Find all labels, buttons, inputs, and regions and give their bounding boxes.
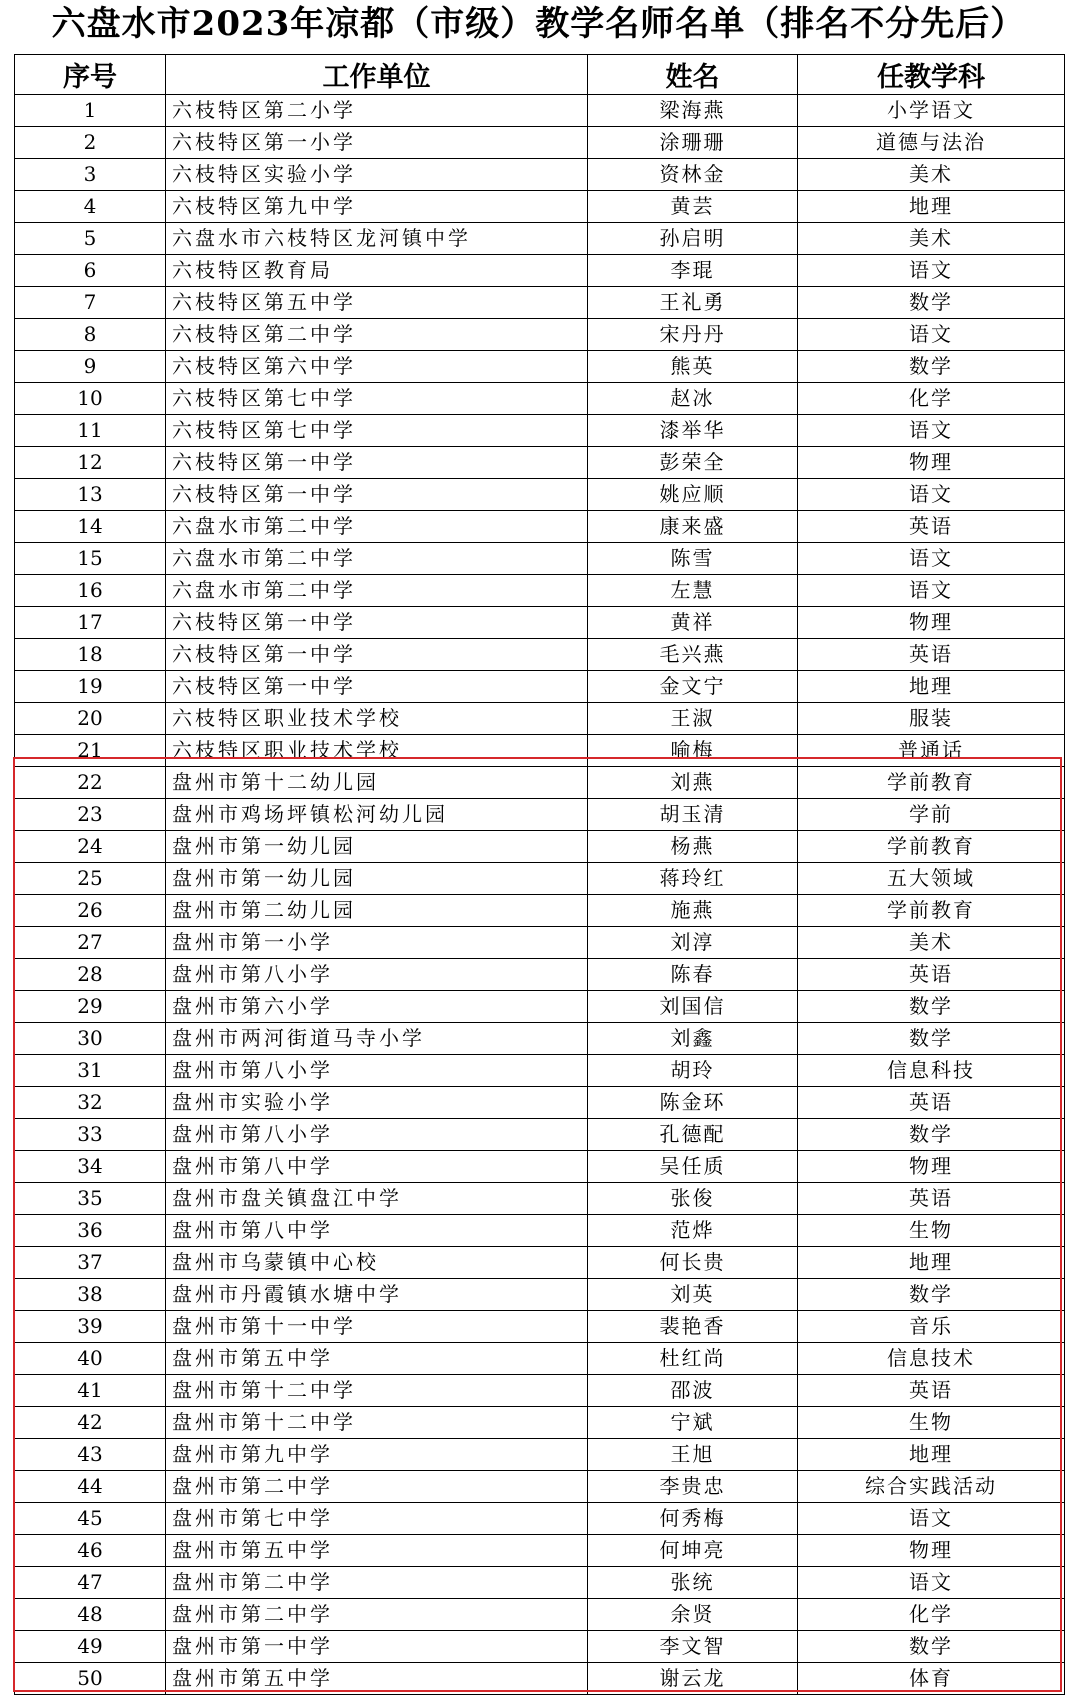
name-cell: 胡玉清 [588,799,798,831]
serial-cell: 45 [15,1503,166,1535]
subject-cell: 数学 [798,1279,1065,1311]
work-unit-cell: 六盘水市第二中学 [166,575,588,607]
work-unit-cell: 六枝特区第一中学 [166,479,588,511]
subject-cell: 普通话 [798,735,1065,767]
work-unit-cell: 六枝特区第六中学 [166,351,588,383]
serial-cell: 11 [15,415,166,447]
work-unit-cell: 盘州市第五中学 [166,1343,588,1375]
name-cell: 何长贵 [588,1247,798,1279]
serial-cell: 13 [15,479,166,511]
work-unit-cell: 六枝特区第一中学 [166,607,588,639]
name-cell: 喻梅 [588,735,798,767]
work-unit-cell: 盘州市盘关镇盘江中学 [166,1183,588,1215]
table-row [15,511,1065,543]
serial-cell: 34 [15,1151,166,1183]
name-cell: 刘淳 [588,927,798,959]
subject-cell: 五大领域 [798,863,1065,895]
serial-cell: 22 [15,767,166,799]
work-unit-cell: 盘州市第五中学 [166,1535,588,1567]
subject-cell: 数学 [798,287,1065,319]
name-cell: 资林金 [588,159,798,191]
serial-cell: 17 [15,607,166,639]
name-cell: 刘英 [588,1279,798,1311]
subject-cell: 化学 [798,383,1065,415]
table-row [15,447,1065,479]
table-row [15,895,1065,927]
name-cell: 熊英 [588,351,798,383]
table-row [15,287,1065,319]
work-unit-cell: 六枝特区第一中学 [166,639,588,671]
subject-cell: 地理 [798,671,1065,703]
serial-cell: 24 [15,831,166,863]
table-row [15,1151,1065,1183]
serial-cell: 46 [15,1535,166,1567]
subject-cell: 数学 [798,1631,1065,1663]
serial-cell: 27 [15,927,166,959]
work-unit-cell: 盘州市第十一中学 [166,1311,588,1343]
subject-cell: 化学 [798,1599,1065,1631]
table-row [15,1183,1065,1215]
subject-cell: 地理 [798,1439,1065,1471]
work-unit-cell: 盘州市鸡场坪镇松河幼儿园 [166,799,588,831]
work-unit-cell: 盘州市丹霞镇水塘中学 [166,1279,588,1311]
serial-cell: 31 [15,1055,166,1087]
work-unit-cell: 盘州市第一幼儿园 [166,831,588,863]
subject-cell: 音乐 [798,1311,1065,1343]
work-unit-cell: 盘州市第二中学 [166,1599,588,1631]
serial-cell: 48 [15,1599,166,1631]
name-cell: 孔德配 [588,1119,798,1151]
subject-cell: 美术 [798,223,1065,255]
table-row [15,1279,1065,1311]
serial-cell: 18 [15,639,166,671]
serial-cell: 2 [15,127,166,159]
work-unit-cell: 盘州市第一幼儿园 [166,863,588,895]
table-row [15,671,1065,703]
serial-cell: 20 [15,703,166,735]
subject-cell: 英语 [798,639,1065,671]
serial-cell: 25 [15,863,166,895]
header-name: 姓名 [588,55,798,95]
name-cell: 张统 [588,1567,798,1599]
subject-cell: 学前教育 [798,831,1065,863]
subject-cell: 地理 [798,191,1065,223]
subject-cell: 美术 [798,159,1065,191]
serial-cell: 30 [15,1023,166,1055]
name-cell: 蒋玲红 [588,863,798,895]
table-row [15,127,1065,159]
subject-cell: 语文 [798,575,1065,607]
serial-cell: 39 [15,1311,166,1343]
serial-cell: 28 [15,959,166,991]
table-row [15,607,1065,639]
subject-cell: 学前教育 [798,767,1065,799]
subject-cell: 生物 [798,1215,1065,1247]
table-row [15,479,1065,511]
name-cell: 王淑 [588,703,798,735]
table-row [15,1311,1065,1343]
subject-cell: 语文 [798,415,1065,447]
work-unit-cell: 六枝特区第一中学 [166,447,588,479]
header-row [15,55,1065,95]
work-unit-cell: 六盘水市第二中学 [166,543,588,575]
subject-cell: 地理 [798,1247,1065,1279]
subject-cell: 数学 [798,991,1065,1023]
subject-cell: 物理 [798,1151,1065,1183]
serial-cell: 29 [15,991,166,1023]
name-cell: 宁斌 [588,1407,798,1439]
name-cell: 赵冰 [588,383,798,415]
serial-cell: 6 [15,255,166,287]
name-cell: 谢云龙 [588,1663,798,1695]
subject-cell: 体育 [798,1663,1065,1695]
name-cell: 范烨 [588,1215,798,1247]
name-cell: 王礼勇 [588,287,798,319]
work-unit-cell: 盘州市第八小学 [166,959,588,991]
subject-cell: 英语 [798,511,1065,543]
table-row [15,1439,1065,1471]
serial-cell: 38 [15,1279,166,1311]
table-row [15,735,1065,767]
subject-cell: 英语 [798,1183,1065,1215]
serial-cell: 19 [15,671,166,703]
table-row [15,1119,1065,1151]
work-unit-cell: 六盘水市六枝特区龙河镇中学 [166,223,588,255]
name-cell: 梁海燕 [588,95,798,127]
subject-cell: 生物 [798,1407,1065,1439]
serial-cell: 32 [15,1087,166,1119]
subject-cell: 语文 [798,319,1065,351]
table-row [15,639,1065,671]
table-row [15,991,1065,1023]
header-subject: 任教学科 [798,55,1065,95]
page-title: 六盘水市2023年凉都（市级）教学名师名单（排名不分先后） [51,4,1026,44]
serial-cell: 16 [15,575,166,607]
table-row [15,767,1065,799]
name-cell: 施燕 [588,895,798,927]
serial-cell: 9 [15,351,166,383]
table-row [15,927,1065,959]
table-row [15,703,1065,735]
name-cell: 孙启明 [588,223,798,255]
serial-cell: 37 [15,1247,166,1279]
work-unit-cell: 六盘水市第二中学 [166,511,588,543]
serial-cell: 3 [15,159,166,191]
work-unit-cell: 六枝特区第二小学 [166,95,588,127]
table-row [15,1471,1065,1503]
table-row [15,319,1065,351]
subject-cell: 语文 [798,543,1065,575]
work-unit-cell: 六枝特区第七中学 [166,415,588,447]
name-cell: 吴任质 [588,1151,798,1183]
serial-cell: 50 [15,1663,166,1695]
table-row [15,1663,1065,1695]
table-row [15,1407,1065,1439]
table-row [15,383,1065,415]
work-unit-cell: 盘州市第二中学 [166,1471,588,1503]
serial-cell: 7 [15,287,166,319]
serial-cell: 41 [15,1375,166,1407]
subject-cell: 英语 [798,959,1065,991]
teacher-table [14,54,1065,1695]
work-unit-cell: 盘州市第八中学 [166,1215,588,1247]
table-row [15,1215,1065,1247]
work-unit-cell: 盘州市第八小学 [166,1119,588,1151]
name-cell: 陈春 [588,959,798,991]
serial-cell: 26 [15,895,166,927]
table-row [15,543,1065,575]
name-cell: 彭荣全 [588,447,798,479]
serial-cell: 42 [15,1407,166,1439]
name-cell: 金文宁 [588,671,798,703]
subject-cell: 数学 [798,351,1065,383]
subject-cell: 英语 [798,1375,1065,1407]
table-row [15,1599,1065,1631]
serial-cell: 12 [15,447,166,479]
work-unit-cell: 六枝特区职业技术学校 [166,703,588,735]
name-cell: 胡玲 [588,1055,798,1087]
work-unit-cell: 盘州市第八小学 [166,1055,588,1087]
name-cell: 姚应顺 [588,479,798,511]
name-cell: 李贵忠 [588,1471,798,1503]
header-serial: 序号 [15,55,166,95]
serial-cell: 10 [15,383,166,415]
serial-cell: 49 [15,1631,166,1663]
subject-cell: 语文 [798,479,1065,511]
name-cell: 左慧 [588,575,798,607]
work-unit-cell: 六枝特区第七中学 [166,383,588,415]
subject-cell: 综合实践活动 [798,1471,1065,1503]
name-cell: 涂珊珊 [588,127,798,159]
table-row [15,1023,1065,1055]
work-unit-cell: 盘州市第八中学 [166,1151,588,1183]
name-cell: 刘燕 [588,767,798,799]
serial-cell: 43 [15,1439,166,1471]
name-cell: 邵波 [588,1375,798,1407]
serial-cell: 44 [15,1471,166,1503]
subject-cell: 数学 [798,1119,1065,1151]
subject-cell: 物理 [798,607,1065,639]
name-cell: 杨燕 [588,831,798,863]
work-unit-cell: 盘州市乌蒙镇中心校 [166,1247,588,1279]
name-cell: 杜红尚 [588,1343,798,1375]
table-row [15,223,1065,255]
serial-cell: 23 [15,799,166,831]
subject-cell: 小学语文 [798,95,1065,127]
work-unit-cell: 六枝特区第一小学 [166,127,588,159]
name-cell: 何坤亮 [588,1535,798,1567]
name-cell: 张俊 [588,1183,798,1215]
work-unit-cell: 盘州市第二中学 [166,1567,588,1599]
table-row [15,1567,1065,1599]
work-unit-cell: 六枝特区第五中学 [166,287,588,319]
table-row [15,1055,1065,1087]
table-row [15,159,1065,191]
name-cell: 李文智 [588,1631,798,1663]
name-cell: 陈雪 [588,543,798,575]
subject-cell: 美术 [798,927,1065,959]
work-unit-cell: 六枝特区职业技术学校 [166,735,588,767]
subject-cell: 学前 [798,799,1065,831]
table-row [15,1343,1065,1375]
table-row [15,1503,1065,1535]
work-unit-cell: 盘州市第六小学 [166,991,588,1023]
work-unit-cell: 六枝特区第一中学 [166,671,588,703]
name-cell: 刘鑫 [588,1023,798,1055]
table-row [15,1535,1065,1567]
work-unit-cell: 盘州市第二幼儿园 [166,895,588,927]
work-unit-cell: 盘州市两河街道马寺小学 [166,1023,588,1055]
subject-cell: 学前教育 [798,895,1065,927]
table-body [15,95,1065,1695]
serial-cell: 5 [15,223,166,255]
work-unit-cell: 六枝特区实验小学 [166,159,588,191]
table-row [15,1247,1065,1279]
work-unit-cell: 六枝特区第九中学 [166,191,588,223]
serial-cell: 40 [15,1343,166,1375]
subject-cell: 语文 [798,255,1065,287]
name-cell: 康来盛 [588,511,798,543]
work-unit-cell: 盘州市第五中学 [166,1663,588,1695]
serial-cell: 14 [15,511,166,543]
work-unit-cell: 盘州市第十二幼儿园 [166,767,588,799]
table-row [15,351,1065,383]
table-row [15,1631,1065,1663]
work-unit-cell: 盘州市第十二中学 [166,1407,588,1439]
serial-cell: 1 [15,95,166,127]
name-cell: 何秀梅 [588,1503,798,1535]
serial-cell: 4 [15,191,166,223]
serial-cell: 8 [15,319,166,351]
name-cell: 黄祥 [588,607,798,639]
subject-cell: 信息科技 [798,1055,1065,1087]
work-unit-cell: 盘州市第十二中学 [166,1375,588,1407]
subject-cell: 语文 [798,1503,1065,1535]
name-cell: 漆举华 [588,415,798,447]
serial-cell: 33 [15,1119,166,1151]
serial-cell: 47 [15,1567,166,1599]
header-work-unit: 工作单位 [166,55,588,95]
table-row [15,1087,1065,1119]
serial-cell: 21 [15,735,166,767]
name-cell: 裴艳香 [588,1311,798,1343]
subject-cell: 物理 [798,1535,1065,1567]
name-cell: 李琨 [588,255,798,287]
table-row [15,575,1065,607]
name-cell: 余贤 [588,1599,798,1631]
name-cell: 毛兴燕 [588,639,798,671]
table-row [15,95,1065,127]
serial-cell: 35 [15,1183,166,1215]
table-row [15,799,1065,831]
work-unit-cell: 六枝特区第二中学 [166,319,588,351]
subject-cell: 道德与法治 [798,127,1065,159]
table-row [15,1375,1065,1407]
name-cell: 黄芸 [588,191,798,223]
work-unit-cell: 盘州市第九中学 [166,1439,588,1471]
work-unit-cell: 盘州市第一中学 [166,1631,588,1663]
subject-cell: 信息技术 [798,1343,1065,1375]
teacher-list-sheet [14,54,1064,1695]
serial-cell: 15 [15,543,166,575]
table-row [15,191,1065,223]
serial-cell: 36 [15,1215,166,1247]
work-unit-cell: 盘州市第七中学 [166,1503,588,1535]
table-row [15,415,1065,447]
name-cell: 刘国信 [588,991,798,1023]
name-cell: 宋丹丹 [588,319,798,351]
work-unit-cell: 盘州市实验小学 [166,1087,588,1119]
subject-cell: 英语 [798,1087,1065,1119]
name-cell: 陈金环 [588,1087,798,1119]
table-row [15,831,1065,863]
table-row [15,863,1065,895]
subject-cell: 数学 [798,1023,1065,1055]
work-unit-cell: 盘州市第一小学 [166,927,588,959]
subject-cell: 物理 [798,447,1065,479]
name-cell: 王旭 [588,1439,798,1471]
subject-cell: 服装 [798,703,1065,735]
table-row [15,959,1065,991]
work-unit-cell: 六枝特区教育局 [166,255,588,287]
subject-cell: 语文 [798,1567,1065,1599]
table-row [15,255,1065,287]
